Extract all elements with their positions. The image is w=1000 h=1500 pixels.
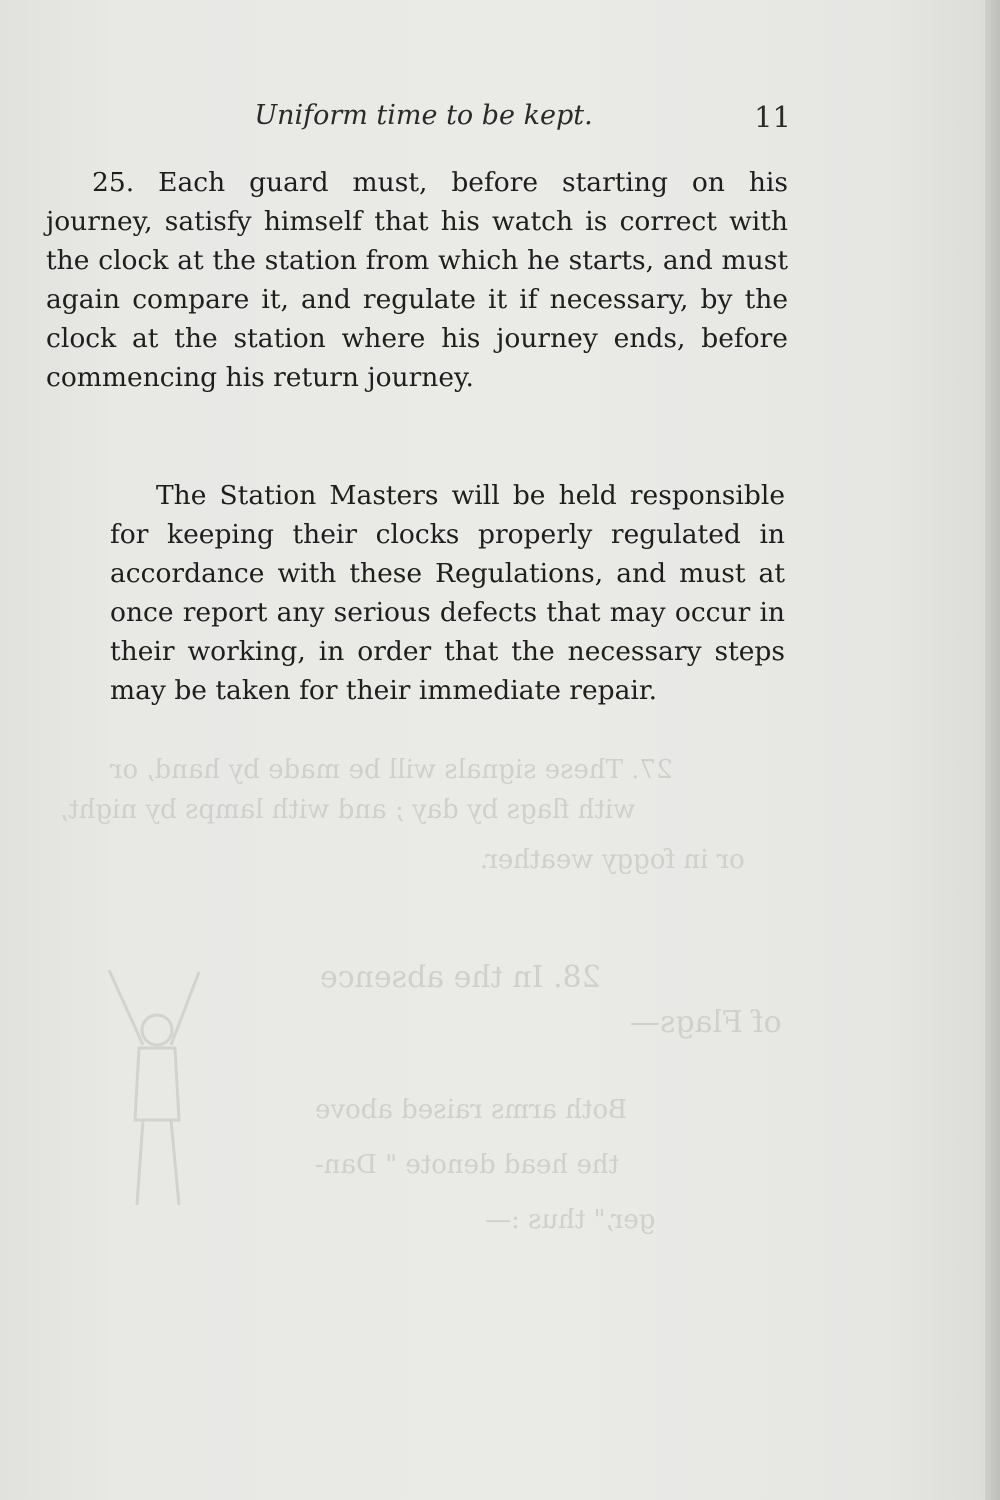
- page-number: 11: [754, 100, 791, 134]
- show-through-figure-icon: [95, 960, 215, 1220]
- show-through-text: ger," thus :—: [485, 1205, 656, 1235]
- show-through-text: the head denote " Dan-: [315, 1150, 620, 1180]
- paragraph-text: Each guard must, before starting on his journey, satisfy himself that his watch is correct with the clock at the station from which he starts, and must again compare it, and regulate it if necessary, by the clock at the station where his journey ends, before commencing his return journey.: [46, 167, 788, 393]
- paragraph-text: The Station Masters will be held responsible for keeping their clocks properly regulated in accordance with these Regulations, and must at once report any serious defects that may occur in their working, in order that the necessary steps may be taken for their immediate repair.: [110, 480, 785, 706]
- show-through-text: of Flags—: [630, 1005, 782, 1040]
- show-through-text: 28. In the absence: [320, 960, 601, 995]
- paragraph-25: [46, 163, 788, 397]
- page-edge: [985, 0, 1000, 1500]
- show-through-text: or in foggy weather.: [480, 845, 745, 875]
- show-through-text: 27. These signals will be made by hand, or: [110, 755, 673, 785]
- paragraph-station-masters: [110, 476, 785, 710]
- paragraph-number: 25.: [92, 167, 135, 198]
- show-through-text: Both arms raised above: [315, 1095, 628, 1125]
- show-through-text: with flags by day ; and with lamps by night,: [60, 795, 636, 825]
- running-head: [46, 100, 791, 140]
- running-title: Uniform time to be kept.: [254, 100, 593, 131]
